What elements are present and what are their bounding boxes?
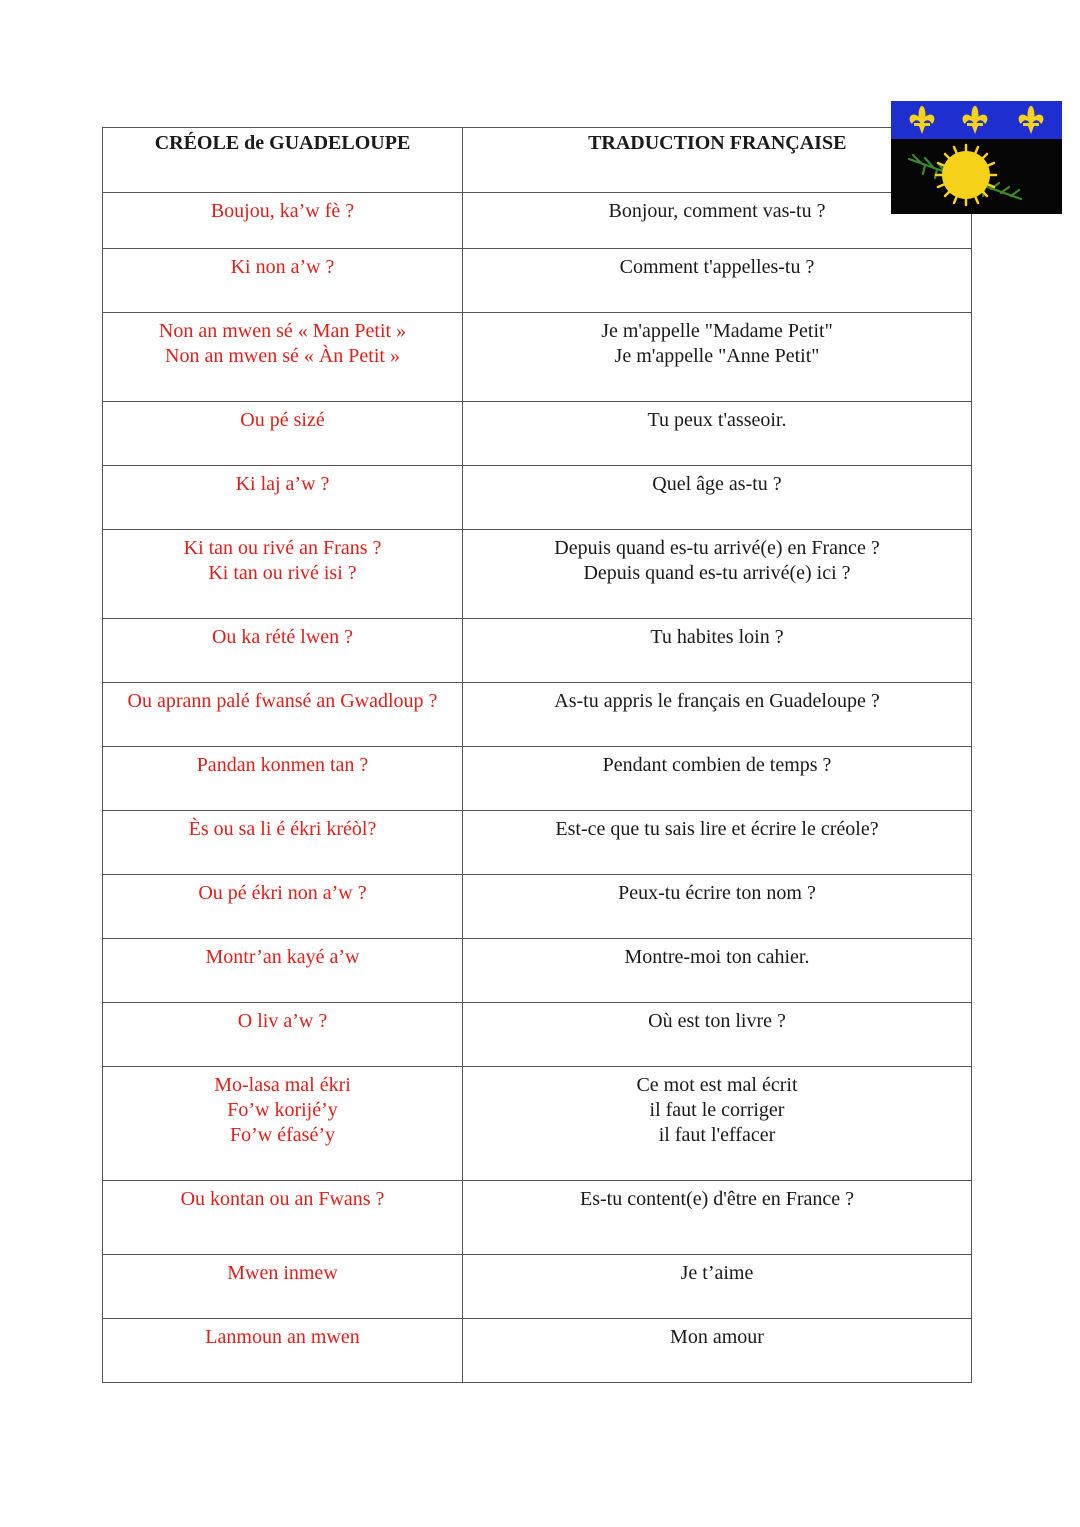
french-translation: As-tu appris le français en Guadeloupe ? <box>554 690 880 712</box>
french-translation: Depuis quand es-tu arrivé(e) ici ? <box>583 562 851 584</box>
creole-cell <box>103 747 463 811</box>
creole-cell <box>103 402 463 466</box>
french-cell <box>463 619 972 683</box>
french-translation: Tu habites loin ? <box>650 626 784 648</box>
french-cell <box>463 402 972 466</box>
guadeloupe-flag-icon <box>891 101 1062 214</box>
french-translation: il faut le corriger <box>649 1099 785 1121</box>
table-row <box>103 1003 972 1067</box>
creole-phrase: Ou aprann palé fwansé an Gwadloup ? <box>127 690 438 712</box>
creole-phrase: Ki non a’w ? <box>230 256 335 278</box>
table-header-row <box>103 128 972 193</box>
table-row <box>103 530 972 619</box>
creole-cell <box>103 1319 463 1383</box>
table-row <box>103 466 972 530</box>
french-translation: Je t’aime <box>680 1262 754 1284</box>
french-translation: Quel âge as-tu ? <box>652 473 782 495</box>
creole-phrase: Ès ou sa li é ékri kréòl? <box>188 818 377 840</box>
french-cell <box>463 1067 972 1181</box>
french-cell <box>463 811 972 875</box>
creole-phrase: Ki tan ou rivé isi ? <box>208 562 357 584</box>
creole-phrase: Non an mwen sé « Àn Petit » <box>165 345 400 367</box>
table-row <box>103 747 972 811</box>
french-translation: Mon amour <box>670 1326 764 1348</box>
french-translation: Ce mot est mal écrit <box>636 1074 798 1096</box>
french-cell <box>463 313 972 402</box>
creole-cell <box>103 249 463 313</box>
table-row <box>103 313 972 402</box>
french-cell <box>463 1181 972 1255</box>
creole-phrase: Ki laj a’w ? <box>235 473 330 495</box>
creole-phrase: Montr’an kayé a’w <box>205 946 360 968</box>
creole-phrase: Ki tan ou rivé an Frans ? <box>183 537 382 559</box>
creole-phrase: Mo-lasa mal ékri <box>214 1074 351 1096</box>
creole-phrase: Boujou, ka’w fè ? <box>210 200 355 222</box>
table-row <box>103 1067 972 1181</box>
creole-phrase: Ou pé sizé <box>240 409 325 431</box>
french-translation: Es-tu content(e) d'être en France ? <box>579 1188 855 1210</box>
table-row <box>103 402 972 466</box>
phrase-table <box>102 127 972 1383</box>
creole-cell <box>103 939 463 1003</box>
french-cell <box>463 1255 972 1319</box>
french-cell <box>463 1319 972 1383</box>
table-row <box>103 249 972 313</box>
french-cell <box>463 466 972 530</box>
french-translation: Pendant combien de temps ? <box>602 754 832 776</box>
french-translation: Comment t'appelles-tu ? <box>619 256 815 278</box>
french-translation: Je m'appelle "Anne Petit" <box>614 345 820 367</box>
creole-phrase: Ou pé ékri non a’w ? <box>198 882 367 904</box>
creole-cell <box>103 193 463 249</box>
creole-cell <box>103 811 463 875</box>
french-translation: Depuis quand es-tu arrivé(e) en France ? <box>554 537 880 559</box>
table-row <box>103 1181 972 1255</box>
table-row <box>103 939 972 1003</box>
creole-phrase: Fo’w éfasé’y <box>230 1124 335 1146</box>
french-cell <box>463 249 972 313</box>
creole-cell <box>103 683 463 747</box>
creole-cell <box>103 619 463 683</box>
french-translation: Montre-moi ton cahier. <box>624 946 810 968</box>
french-translation: il faut l'effacer <box>658 1124 776 1146</box>
table-row <box>103 1319 972 1383</box>
creole-cell <box>103 1255 463 1319</box>
french-cell <box>463 530 972 619</box>
creole-phrase: Lanmoun an mwen <box>205 1326 360 1348</box>
french-translation: Est-ce que tu sais lire et écrire le créole? <box>555 818 879 840</box>
creole-cell <box>103 466 463 530</box>
creole-phrase: Pandan konmen tan ? <box>196 754 369 776</box>
table-row <box>103 875 972 939</box>
creole-phrase: Ou ka rété lwen ? <box>211 626 354 648</box>
creole-phrase: Non an mwen sé « Man Petit » <box>158 320 407 342</box>
table-row <box>103 683 972 747</box>
table-row <box>103 193 972 249</box>
creole-phrase: Ou kontan ou an Fwans ? <box>180 1188 385 1210</box>
creole-phrase: Fo’w korijé’y <box>227 1099 338 1121</box>
creole-cell <box>103 1181 463 1255</box>
french-translation: Peux-tu écrire ton nom ? <box>618 882 816 904</box>
creole-cell <box>103 530 463 619</box>
creole-phrase: O liv a’w ? <box>237 1010 328 1032</box>
french-translation: Je m'appelle "Madame Petit" <box>601 320 833 342</box>
creole-cell <box>103 1067 463 1181</box>
french-cell <box>463 939 972 1003</box>
french-cell <box>463 1003 972 1067</box>
creole-cell <box>103 875 463 939</box>
creole-phrase: Mwen inmew <box>227 1262 338 1284</box>
header-french: TRADUCTION FRANÇAISE <box>463 128 972 193</box>
table-row <box>103 811 972 875</box>
table-row <box>103 619 972 683</box>
creole-cell <box>103 313 463 402</box>
french-cell <box>463 683 972 747</box>
french-cell <box>463 875 972 939</box>
french-translation: Tu peux t'asseoir. <box>647 409 787 431</box>
french-translation: Bonjour, comment vas-tu ? <box>608 200 826 222</box>
french-cell <box>463 747 972 811</box>
table-row <box>103 1255 972 1319</box>
header-creole: CRÉOLE de GUADELOUPE <box>103 128 463 193</box>
french-translation: Où est ton livre ? <box>648 1010 786 1032</box>
creole-cell <box>103 1003 463 1067</box>
